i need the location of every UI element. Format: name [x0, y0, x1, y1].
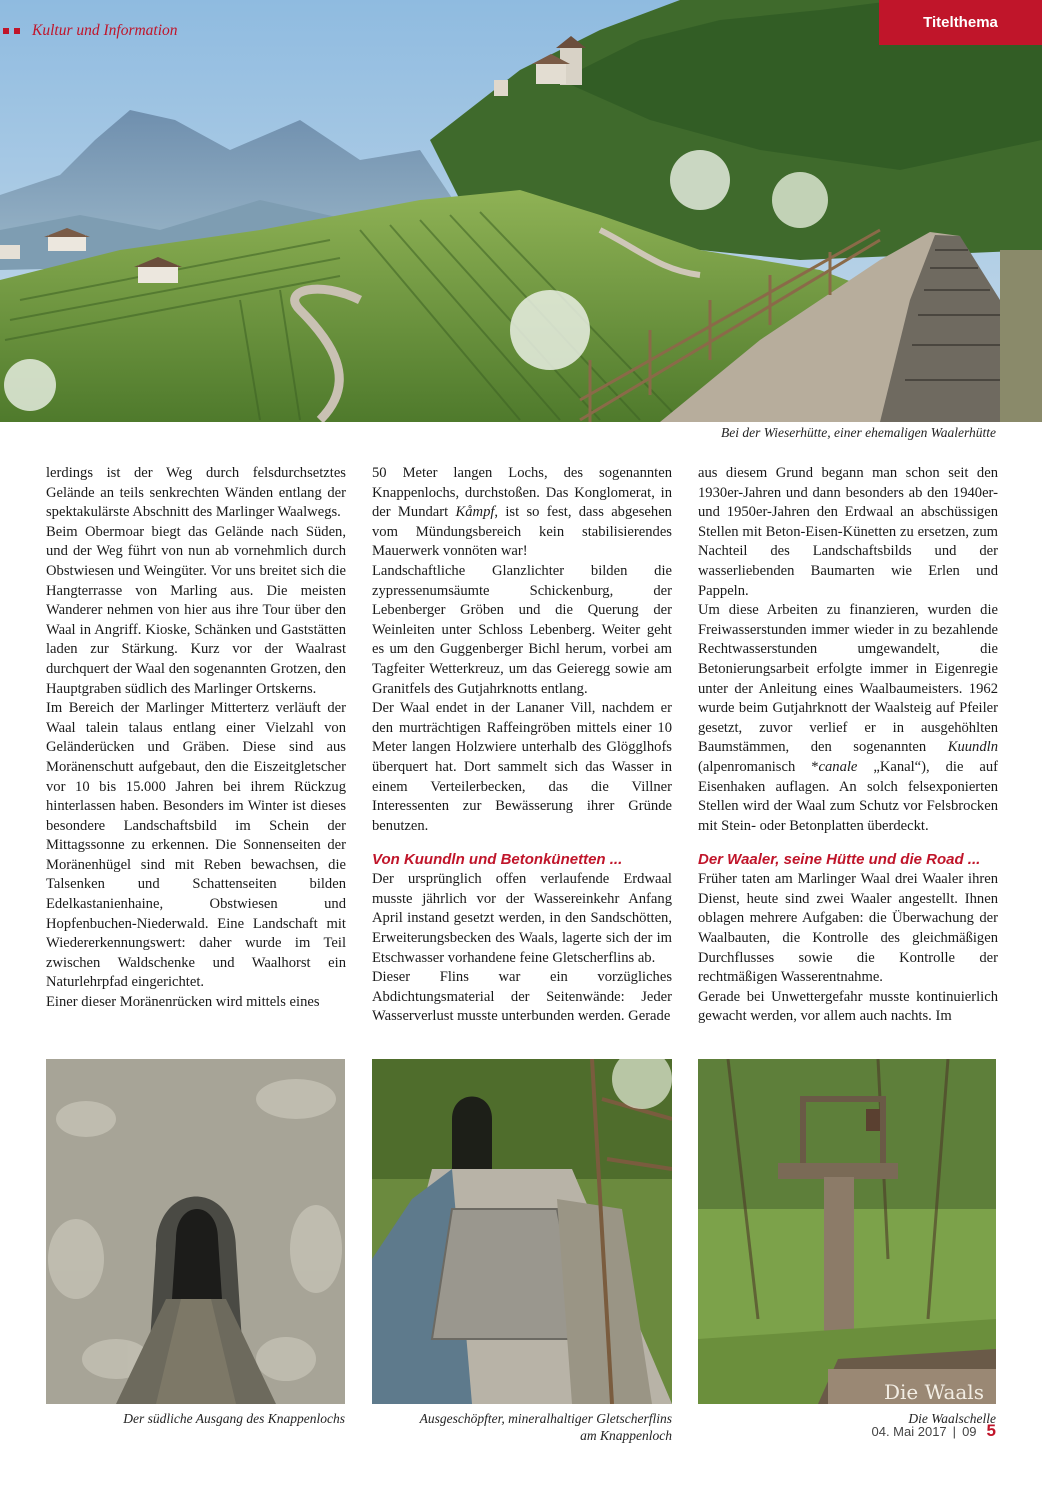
dialect-term: Kåmpf	[455, 504, 495, 521]
topic-tab	[879, 0, 1042, 45]
text-run: 50 Meter langen Lochs, des sogenannten Knappenlochs, durchstoßen. Das Konglomerat, in der Mundart	[372, 465, 672, 521]
photo-knappenloch-tunnel	[46, 1059, 345, 1404]
waalschelle-sign-text: Die Waals	[884, 1380, 984, 1404]
section-marker-icon	[3, 28, 20, 34]
text-run: „Kanal“), die auf Eisenhaken auflagen. An solch felsexponierten Stellen wird der Waal zum Schutz vor Felsbrocken mit Stein- oder Betonplatten überdeckt.	[698, 758, 999, 834]
hero-landscape-illustration	[0, 0, 1042, 422]
photo-gletscherflins	[372, 1059, 672, 1404]
photo-caption-3: Die Waalschelle	[908, 1411, 996, 1426]
text-run: Um diese Arbeiten zu finanzieren, wurden die Freiwasserstunden immer wieder in zu bezahlende Rechtwasserstunden umgewandelt, die Betonierungsarbeit erfolgte immer in Eigenregie unter der Anleitung eines Waalbaumeisters. 1962 wurde beim Gutjahrknott der Waalsteig auf Pfeiler gesetzt, zuvor verlief er in ausgehöhlten Baumstämmen, den sogenannten	[698, 602, 998, 756]
paragraph: Landschaftliche Glanzlichter bilden die zypressenumsäumte Schickenburg, der Lebenberger Gröben und die Querung der Weinleiten unter Schloss Lebenberg. Weiter geht es um den Guggenberger Bichl herum, vorbei am Tagfeiter Wetterkreuz, um das Geieregg sowie am Granitfels des Gutjahrknotts entlang.	[372, 562, 672, 697]
text-run: (alpenromanisch *	[698, 758, 819, 775]
section-heading: Der Waaler, seine Hütte und die Road ...	[698, 851, 981, 869]
section-heading: Von Kuundln und Betonkünetten ...	[372, 851, 623, 869]
topic-tab-label: Titelthema	[923, 14, 998, 31]
section-label	[0, 22, 178, 40]
hero-caption: Bei der Wieserhütte, einer ehemaligen Waalerhütte	[721, 425, 996, 440]
photo-waalschelle	[698, 1059, 996, 1404]
tunnel-photo-illustration	[46, 1059, 345, 1404]
paragraph: Dieser Flins war ein vorzügliches Abdichtungsmaterial der Seitenwände: Jeder Wasserverlust musste unterbunden werden. Gerade	[372, 969, 672, 1025]
paragraph: Beim Obermoar biegt das Gelände nach Süden, und der Weg führt von nun ab vornehmlich durch Obstwiesen und Weingüter. Vor uns breitet sich die Hangterrasse von Marling aus. Die meisten Wanderer nehmen von hier aus ihre Tour über den Waal in Angriff. Kioske, Schänken und Gaststätten laden zur Stärkung. Kurz vor der Waalrast durchquert der Waal den sogenannten Grotzen, den Hauptgraben südlich des Marlinger Ortskerns.	[46, 523, 346, 697]
paragraph	[698, 601, 998, 836]
waalschelle-photo-illustration	[698, 1059, 996, 1404]
dialect-term: Kuundln	[947, 739, 998, 756]
paragraph: Gerade bei Unwettergefahr musste kontinuierlich gewacht werden, vor allem auch nachts. Im	[698, 988, 998, 1025]
paragraph: Im Bereich der Marlinger Mitterterz verläuft der Waal talein talaus entlang einer Vielzahl von Geländerücken und Gräben. Diese sind aus Moränenschutt aufgebaut, den die Eiszeitgletscher vor 10 bis 15.000 Jahren bei ihrem Rückzug hinterlassen haben. Besonders im Winter ist dieses besondere Landschaftsbild im Schein der Mittagssonne zu erkennen. Die Sonnenseiten der Moränenhügel sind mit Reben bewachsen, die Talsenken und Schattenseiten bilden Edelkastanienhaine, Obstwiesen und Hopfenbuchen-Niederwald. Eine Landschaft mit Wiedererkennungswert: daher wurde im Teil zwischen Waldschenke und Waalhorst ein Naturlehrpfad eingerichtet.	[46, 700, 346, 991]
issue-number: 09	[962, 1424, 977, 1439]
hero-photo	[0, 0, 1042, 422]
paragraph: Der ursprünglich offen verlaufende Erdwaal musste jährlich vor der Wassereinkehr Anfang April instand gesetzt werden, in den Sandschötten, Erweiterungsbecken des Waals, lagerte sich der im Etschwasser vorhandene feine Gletscherflins ab.	[372, 871, 672, 966]
text-run: , ist so fest, dass abgesehen vom Mündungsbereich kein stabilisierendes Mauerwerk vonnöten war!	[372, 504, 672, 560]
article-column-1	[46, 464, 346, 1013]
paragraph	[372, 464, 672, 562]
paragraph: Einer dieser Moränenrücken wird mittels eines	[46, 994, 320, 1011]
article-column-2	[372, 464, 672, 1027]
caption-line: am Knappenloch	[580, 1428, 672, 1443]
dialect-term: canale	[818, 758, 858, 775]
article-column-3	[698, 464, 998, 1027]
paragraph: Der Waal endet in der Lananer Vill, nachdem er den murträchtigen Raffeingröben mittels einer 10 Meter langen Holzwiere unterhalb des Glögglhofs überquert hat. Dort sammelt sich das Wasser in einem Verteilerbecken, das die Villner Interessenten zur Bewässerung ihrer Gründe benutzen.	[372, 700, 672, 834]
page-footer	[872, 1421, 997, 1441]
paragraph: aus diesem Grund begann man schon seit den 1930er-Jahren und dann besonders ab den 1940er- und 1950er-Jahren den Erdwaal an abschüssigen Stellen mit Beton-Eisen-Künetten zu ersetzen, zum Nachteil des Landschaftsbilds und der wasserliebenden Baumarten wie Erlen und Pappeln.	[698, 465, 998, 599]
photo-caption-2	[372, 1410, 672, 1444]
section-label-text: Kultur und Information	[32, 22, 178, 39]
footer-separator: |	[952, 1424, 957, 1439]
flins-photo-illustration	[372, 1059, 672, 1404]
paragraph: lerdings ist der Weg durch felsdurchsetztes Gelände an teils senkrechten Wänden entlang der spektakulärste Abschnitt des Marlinger Waalwegs.	[46, 465, 346, 521]
page-number: 5	[986, 1421, 996, 1440]
paragraph: Früher taten am Marlinger Waal drei Waaler ihren Dienst, heute sind zwei Waaler angestellt. Ihnen oblagen mehrere Aufgaben: die Überwachung der Waalbauten, die Kontrolle des gleichmäßigen Durchflusses sowie die Kontrolle der rechtmäßigen Wasserentnahme.	[698, 871, 998, 986]
photo-caption-1: Der südliche Ausgang des Knappenlochs	[123, 1411, 345, 1426]
issue-date: 04. Mai 2017	[871, 1424, 947, 1439]
caption-line: Ausgeschöpfter, mineralhaltiger Gletscherflins	[419, 1411, 672, 1426]
